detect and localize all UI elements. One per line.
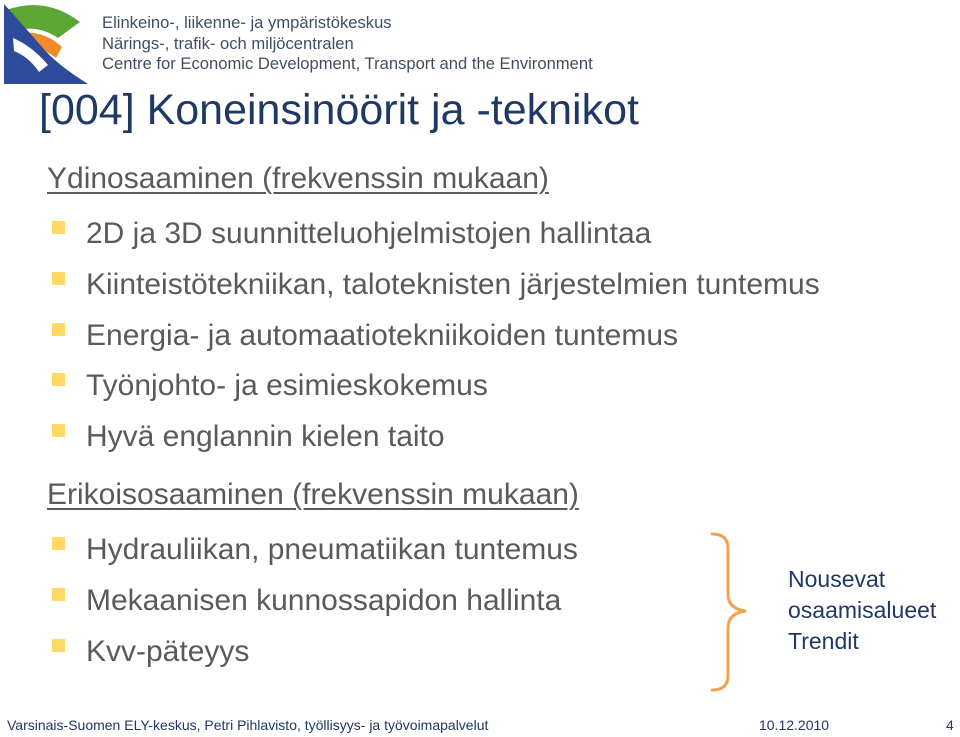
bullet-icon (52, 588, 65, 601)
list-item-label: 2D ja 3D suunnitteluohjelmistojen hallintaa (86, 217, 652, 250)
footer-source: Varsinais-Suomen ELY-keskus, Petri Pihlavisto, työllisyys- ja työvoimapalvelut (7, 717, 489, 733)
special-skills-list (47, 525, 578, 677)
list-item-label: Hydrauliikan, pneumatiikan tuntemus (86, 533, 578, 566)
page-number: 4 (946, 717, 954, 733)
list-item (47, 412, 820, 463)
agency-name-en: Centre for Economic Development, Transport and the Environment (102, 54, 593, 73)
trend-note (788, 564, 936, 657)
list-item-label: Energia- ja automaatiotekniikoiden tuntemus (86, 318, 679, 352)
list-item-label: Hyvä englannin kielen taito (86, 420, 445, 454)
trend-note-line: Trendit (788, 628, 859, 654)
list-item-label: Kvv-päteyys (86, 634, 250, 668)
list-item-label: Kiinteistötekniikan, taloteknisten järjestelmien tuntemus (86, 267, 820, 301)
core-skills-heading: Ydinosaaminen (frekvenssin mukaan) (47, 162, 549, 195)
bullet-icon (52, 537, 65, 550)
list-item (47, 311, 820, 362)
list-item-label: Työnjohto- ja esimieskokemus (86, 369, 488, 403)
agency-name-fi: Elinkeino-, liikenne- ja ympäristökeskus (102, 13, 392, 32)
bullet-icon (52, 424, 65, 437)
list-item (47, 627, 578, 678)
slide-title: [004] Koneinsinöörit ja -teknikot (39, 86, 639, 134)
agency-name (102, 13, 593, 75)
bullet-icon (52, 272, 65, 285)
list-item (47, 525, 578, 576)
special-skills-heading: Erikoisosaaminen (frekvenssin mukaan) (47, 478, 579, 511)
core-skills-list (47, 209, 820, 463)
list-item (47, 260, 820, 311)
bullet-icon (52, 221, 65, 234)
bullet-icon (52, 323, 65, 336)
curly-brace-icon (706, 532, 766, 692)
list-item-label: Mekaanisen kunnossapidon hallinta (86, 583, 562, 617)
trend-note-line: osaamisalueet (788, 597, 937, 623)
list-item (47, 209, 820, 260)
agency-name-sv: Närings-, trafik- och miljöcentralen (102, 33, 354, 53)
list-item (47, 576, 578, 627)
ely-logo-icon (4, 4, 88, 84)
bullet-icon (52, 373, 65, 386)
trend-note-line: Nousevat (788, 566, 886, 592)
list-item (47, 361, 820, 412)
bullet-icon (52, 639, 65, 652)
footer-date: 10.12.2010 (759, 717, 830, 733)
